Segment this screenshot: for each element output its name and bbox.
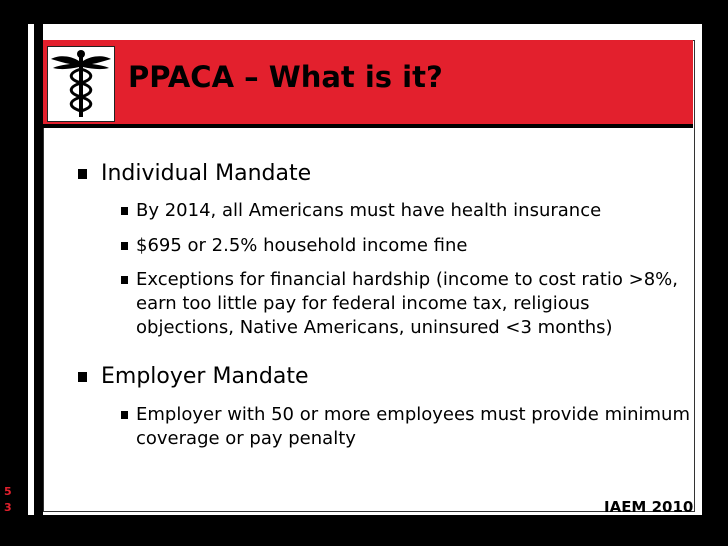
- slide-number-digit: 5: [4, 485, 12, 498]
- bullet-label: Employer Mandate: [101, 364, 309, 389]
- sub-bullet-text: Exceptions for financial hardship (income to cost ratio >8%, earn too little pay for federal income tax, religious objections, Native Americans, uninsured <3 months): [136, 269, 678, 338]
- sub-bullet: [121, 268, 691, 340]
- bullet-individual-mandate: [78, 160, 311, 188]
- square-bullet-icon: [121, 411, 128, 419]
- slide-number: [4, 484, 18, 516]
- sub-bullet-text: By 2014, all Americans must have health insurance: [136, 200, 602, 221]
- square-bullet-icon: [121, 276, 128, 284]
- slide-number-digit: 3: [4, 501, 12, 514]
- bullet-label: Individual Mandate: [101, 161, 312, 186]
- sub-bullet: [121, 403, 691, 451]
- sub-bullet: [121, 234, 691, 258]
- sub-bullet: [121, 199, 691, 223]
- square-bullet-icon: [121, 207, 128, 215]
- square-bullet-icon: [121, 242, 128, 250]
- square-bullet-icon: [78, 372, 87, 382]
- footer-label: IAEM 2010: [604, 498, 694, 516]
- bullet-employer-mandate: [78, 363, 308, 391]
- square-bullet-icon: [78, 169, 87, 179]
- sub-bullet-text: Employer with 50 or more employees must provide minimum coverage or pay penalty: [136, 404, 691, 449]
- sub-bullet-text: $695 or 2.5% household income fine: [136, 235, 468, 256]
- slide-title: PPACA – What is it?: [128, 60, 443, 94]
